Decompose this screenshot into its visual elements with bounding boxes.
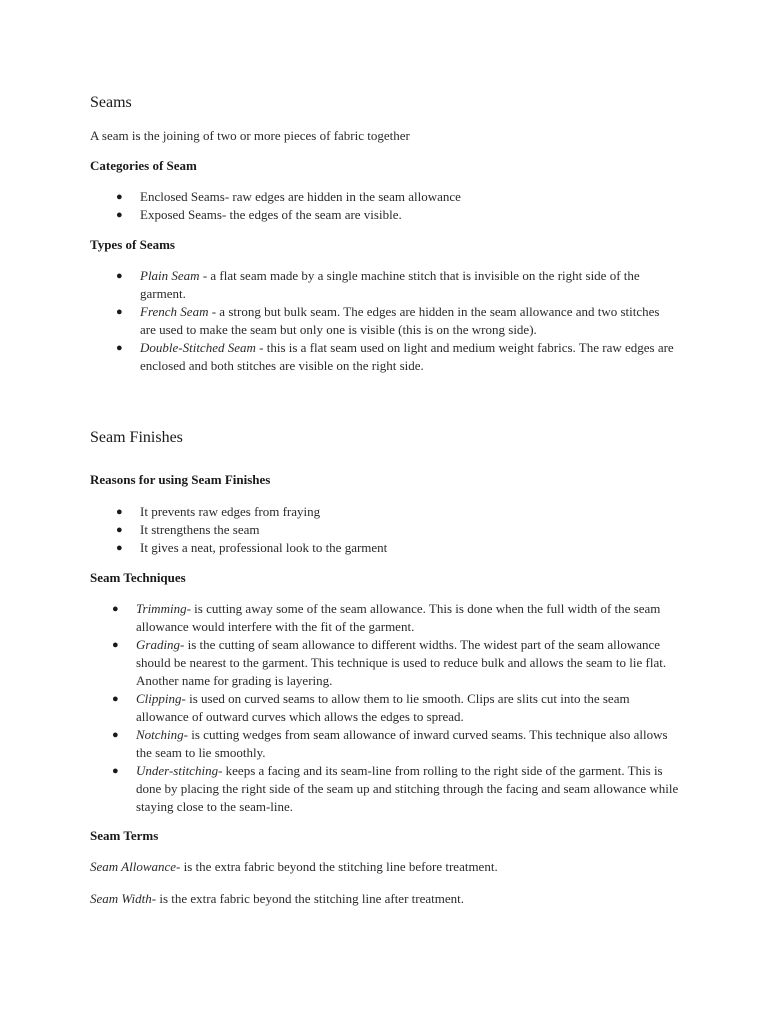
reasons-list — [116, 503, 696, 557]
section-title-seams: Seams — [90, 94, 132, 111]
term-notching: Notching- — [136, 727, 188, 742]
list-item: ● It gives a neat, professional look to the garment — [116, 540, 388, 555]
seams-intro: A seam is the joining of two or more pieces of fabric together — [90, 128, 410, 143]
list-item: ● Notching- is cutting wedges from seam allowance of inward curved seams. This technique also allows the seam to lie smoothly. — [112, 727, 668, 760]
seam-allowance-definition: Seam Allowance- is the extra fabric beyond the stitching line before treatment. — [90, 859, 498, 874]
list-item: ● Plain Seam - a flat seam made by a single machine stitch that is invisible on the right side of the garment. — [116, 268, 640, 301]
bullet-icon: ● — [116, 506, 123, 518]
term-clipping: Clipping- — [136, 691, 186, 706]
techniques-list — [112, 600, 684, 816]
bullet-icon: ● — [116, 342, 123, 354]
list-item: ● Exposed Seams- the edges of the seam are visible. — [116, 207, 402, 222]
bullet-icon: ● — [112, 639, 119, 651]
heading-categories-of-seam: Categories of Seam — [90, 158, 197, 173]
list-item: ● It prevents raw edges from fraying — [116, 504, 321, 519]
term-under-stitching: Under-stitching- — [136, 763, 223, 778]
term-french-seam: French Seam — [140, 304, 209, 319]
term-grading: Grading- — [136, 637, 185, 652]
section-title-seam-finishes: Seam Finishes — [90, 429, 183, 446]
bullet-icon: ● — [116, 209, 123, 221]
bullet-icon: ● — [112, 603, 119, 615]
list-item: ● Under-stitching- keeps a facing and its seam-line from rolling to the right side of the garment. This is done by placing the right side of the seam up and stitching through the facing and seam allowance while staying close to the seam-line. — [112, 763, 679, 814]
heading-seam-techniques: Seam Techniques — [90, 570, 186, 585]
heading-seam-terms: Seam Terms — [90, 828, 159, 843]
bullet-icon: ● — [116, 542, 123, 554]
bullet-icon: ● — [116, 191, 123, 203]
types-list — [116, 267, 678, 375]
term-seam-width: Seam Width- — [90, 891, 157, 906]
list-item: ● Clipping- is used on curved seams to allow them to lie smooth. Clips are slits cut into the seam allowance of outward curves which allows the edges to spread. — [112, 691, 630, 724]
seam-width-definition: Seam Width- is the extra fabric beyond the stitching line after treatment. — [90, 891, 464, 906]
list-item: ● Double-Stitched Seam - this is a flat seam used on light and medium weight fabrics. The raw edges are enclosed and both stitches are visible on the right side. — [116, 340, 674, 373]
list-item: ● Enclosed Seams- raw edges are hidden in the seam allowance — [116, 189, 461, 204]
bullet-icon: ● — [116, 524, 123, 536]
list-item: ● Grading- is the cutting of seam allowance to different widths. The widest part of the seam allowance should be nearest to the garment. This technique is used to reduce bulk and allows the seam to lie flat. Another name for grading is layering. — [112, 637, 667, 688]
bullet-icon: ● — [116, 270, 123, 282]
bullet-icon: ● — [112, 729, 119, 741]
categories-list — [116, 188, 696, 224]
term-plain-seam: Plain Seam — [140, 268, 200, 283]
term-seam-allowance: Seam Allowance- — [90, 859, 181, 874]
bullet-icon: ● — [112, 693, 119, 705]
list-item: ● French Seam - a strong but bulk seam. The edges are hidden in the seam allowance and two stitches are used to make the seam but only one is visible (this is on the wrong side). — [116, 304, 660, 337]
list-item: ● Trimming- is cutting away some of the seam allowance. This is done when the full width of the seam allowance would interfere with the fit of the garment. — [112, 601, 661, 634]
bullet-icon: ● — [116, 306, 123, 318]
term-double-stitched-seam: Double-Stitched Seam — [140, 340, 256, 355]
heading-types-of-seams: Types of Seams — [90, 237, 175, 252]
term-trimming: Trimming- — [136, 601, 191, 616]
bullet-icon: ● — [112, 765, 119, 777]
list-item: ● It strengthens the seam — [116, 522, 260, 537]
heading-reasons: Reasons for using Seam Finishes — [90, 472, 271, 487]
